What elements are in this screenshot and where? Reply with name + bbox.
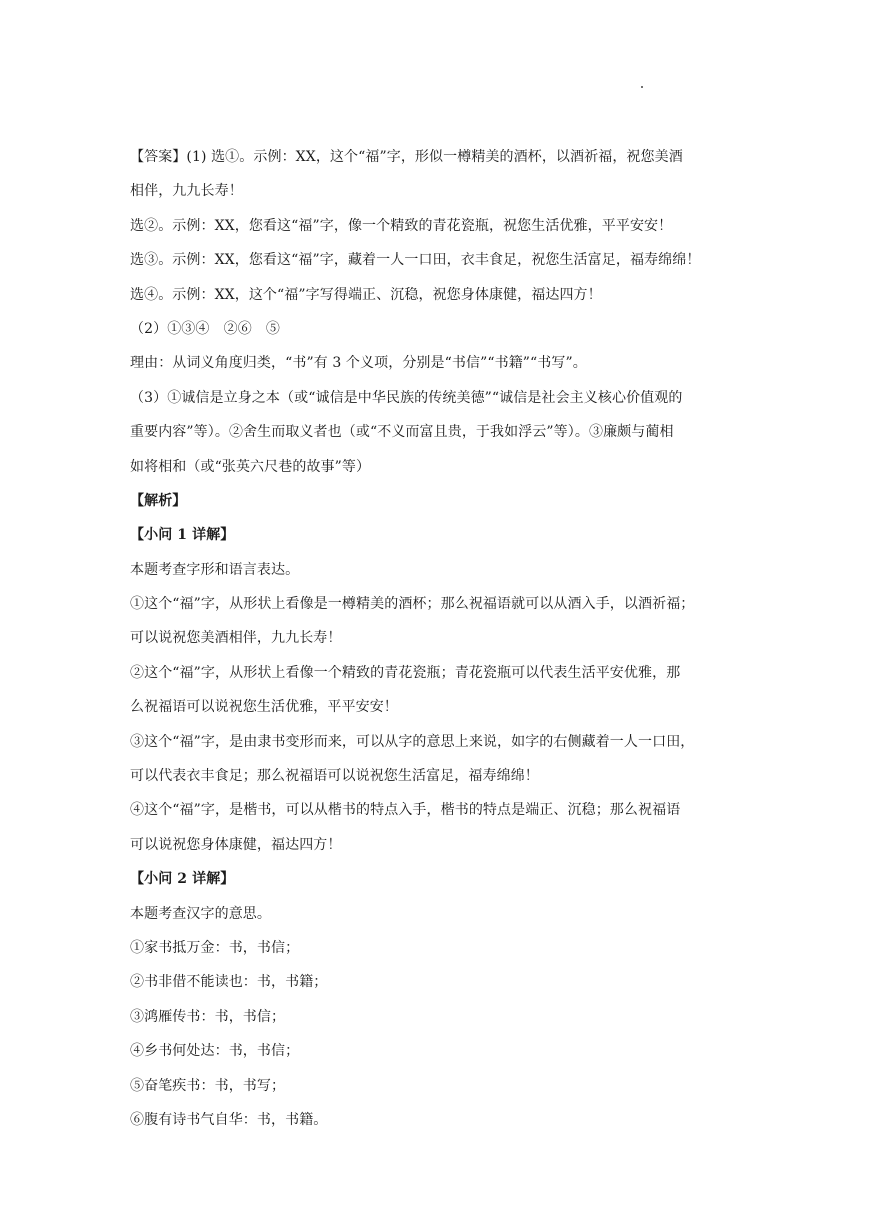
subquestion-2-heading: 【小问 2 详解】 [130, 871, 235, 888]
answer-option-2: 选②。示例：XX，您看这“福”字，像一个精致的青花瓷瓶，祝您生活优雅，平平安安！ [130, 217, 673, 234]
answer-q3-line-2: 重要内容”等）。②舍生而取义者也（或“不义而富且贵，于我如浮云”等）。③廉颇与蔺相 [130, 424, 674, 441]
sq2-item-4: ④乡书何处达：书，书信； [130, 1043, 300, 1060]
sq1-item-4-line-1: ④这个“福”字，是楷书，可以从楷书的特点入手，楷书的特点是端正、沉稳；那么祝福语 [130, 802, 681, 819]
sq2-item-1: ①家书抵万金：书，书信； [130, 939, 300, 956]
sq1-intro: 本题考查字形和语言表达。 [130, 561, 300, 578]
answer-option-3: 选③。示例：XX，您看这“福”字，藏着一人一口田，衣丰食足，祝您生活富足，福寿绵绵！ [130, 252, 701, 269]
answer-option-4: 选④。示例：XX，这个“福”字写得端正、沉稳，祝您身体康健，福达四方！ [130, 286, 602, 303]
sq1-item-2-line-2: 么祝福语可以说祝您生活优雅，平平安安！ [130, 699, 398, 716]
subquestion-1-heading: 【小问 1 详解】 [130, 527, 235, 544]
analysis-heading: 【解析】 [130, 492, 187, 509]
sq1-item-2-line-1: ②这个“福”字，从形状上看像一个精致的青花瓷瓶；青花瓷瓶可以代表生活平安优雅，那 [130, 664, 681, 681]
answer-q3-line-3: 如将相和（或“张英六尺巷的故事”等） [130, 458, 371, 475]
sq2-item-3: ③鸿雁传书：书，书信； [130, 1008, 286, 1025]
sq2-item-6: ⑥腹有诗书气自华：书，书籍。 [130, 1111, 328, 1128]
sq2-intro: 本题考查汉字的意思。 [130, 905, 271, 922]
page-dot-mark [641, 86, 643, 88]
answer-q2-reason: 理由：从词义角度归类，“书”有 3 个义项，分别是“书信”“书籍”“书写”。 [130, 355, 587, 372]
sq1-item-1-line-2: 可以说祝您美酒相伴，九九长寿！ [130, 630, 342, 647]
sq2-item-2: ②书非借不能读也：书，书籍； [130, 974, 328, 991]
answer-q2: （2）①③④ ②⑥ ⑤ [130, 320, 281, 337]
sq2-item-5: ⑤奋笔疾书：书，书写； [130, 1077, 286, 1094]
sq1-item-4-line-2: 可以说祝您身体康健，福达四方！ [130, 836, 342, 853]
answer-line-1: 【答案】(1) 选①。示例：XX，这个“福”字，形似一樽精美的酒杯，以酒祈福，祝您美酒 [130, 149, 683, 165]
sq1-item-3-line-1: ③这个“福”字，是由隶书变形而来，可以从字的意思上来说，如字的右侧藏着一人一口田， [130, 733, 695, 750]
answer-line-2: 相伴，九九长寿！ [130, 183, 243, 200]
document-body [130, 140, 750, 1137]
sq1-item-3-line-2: 可以代表衣丰食足；那么祝福语可以说祝您生活富足，福寿绵绵！ [130, 768, 539, 785]
sq1-item-1-line-1: ①这个“福”字，从形状上看像是一樽精美的酒杯；那么祝福语就可以从酒入手，以酒祈福； [130, 596, 695, 613]
answer-q3-line-1: （3）①诚信是立身之本（或“诚信是中华民族的传统美德”“诚信是社会主义核心价值观的 [130, 389, 683, 406]
